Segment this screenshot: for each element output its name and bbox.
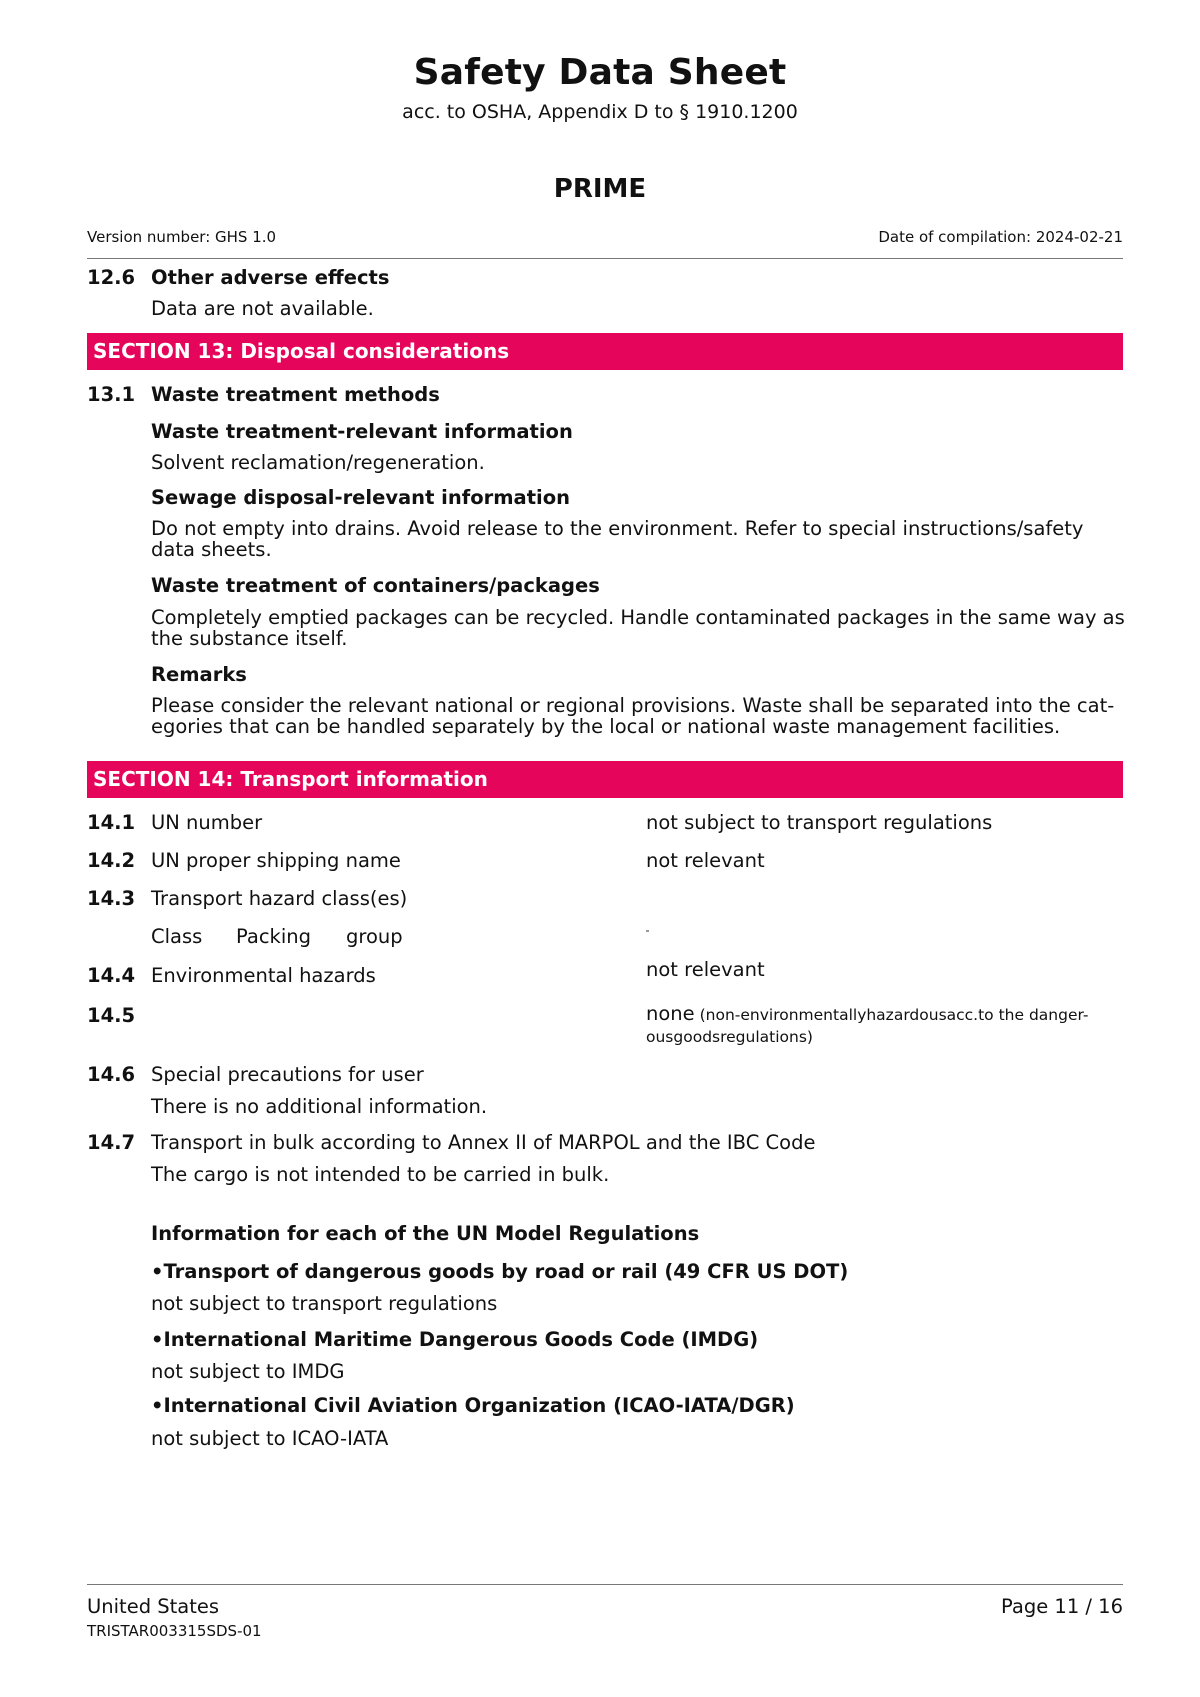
regulation-text: not subject to transport regulations	[151, 1292, 498, 1315]
packing-label: Packing	[236, 925, 312, 948]
subsection-text: Data are not available.	[151, 297, 374, 320]
compilation-date: Date of compilation: 2024-02-21	[878, 228, 1123, 246]
class-label: Class	[151, 925, 203, 948]
document-title: Safety Data Sheet	[413, 52, 787, 93]
section-number: 14.3	[87, 887, 136, 910]
regulation-heading: •Transport of dangerous goods by road or rail (49 CFR US DOT)	[151, 1260, 849, 1283]
section-number: 14.7	[87, 1131, 136, 1154]
section-number: 12.6	[87, 266, 136, 289]
group-label: group	[346, 925, 403, 948]
header-divider	[87, 258, 1123, 259]
transport-value	[646, 1003, 1106, 1048]
section-number: 14.6	[87, 1063, 136, 1086]
special-precautions-heading: Special precautions for user	[151, 1063, 424, 1086]
section-number: 14.4	[87, 964, 136, 987]
transport-value: not relevant	[646, 958, 765, 981]
section-number: 14.1	[87, 811, 136, 834]
document-code: TRISTAR003315SDS-01	[87, 1622, 262, 1640]
sewage-disposal-text: Do not empty into drains. Avoid release to the environment. Refer to special instructions/safety data sheets.	[151, 517, 1084, 561]
document-subtitle: acc. to OSHA, Appendix D to § 1910.1200	[402, 101, 798, 123]
section-number: 14.2	[87, 849, 136, 872]
regulation-text: not subject to IMDG	[151, 1360, 345, 1383]
section-14-header: SECTION 14: Transport information	[87, 761, 1123, 798]
waste-treatment-text: Solvent reclamation/regeneration.	[151, 451, 485, 474]
waste-treatment-heading: Waste treatment-relevant information	[151, 420, 573, 443]
bulk-transport-text: The cargo is not intended to be carried in bulk.	[151, 1163, 610, 1186]
subsection-heading: Other adverse effects	[151, 266, 390, 289]
transport-label: Transport hazard class(es)	[151, 887, 408, 910]
section-number: 14.5	[87, 1004, 136, 1027]
footer-country: United States	[87, 1595, 220, 1618]
section-number: 13.1	[87, 383, 136, 406]
transport-value: not subject to transport regulations	[646, 811, 993, 834]
containers-text: Completely emptied packages can be recycled. Handle contaminated packages in the same way as the substance itself.	[151, 606, 1125, 650]
transport-label: UN proper shipping name	[151, 849, 401, 872]
transport-value: not relevant	[646, 849, 765, 872]
regulation-heading: •International Civil Aviation Organization (ICAO-IATA/DGR)	[151, 1394, 795, 1417]
un-model-regulations-heading: Information for each of the UN Model Regulations	[151, 1222, 700, 1245]
remarks-heading: Remarks	[151, 663, 247, 686]
regulation-heading: •International Maritime Dangerous Goods Code (IMDG)	[151, 1328, 759, 1351]
class-packing-group-row	[151, 925, 403, 948]
special-precautions-text: There is no additional information.	[151, 1095, 488, 1118]
none-note: (non-environmentallyhazardousacc.to the danger-ousgoodsregulations)	[646, 1006, 1089, 1046]
dash-mark	[646, 930, 649, 932]
page-number: Page 11 / 16	[1001, 1595, 1123, 1618]
sewage-disposal-heading: Sewage disposal-relevant information	[151, 486, 571, 509]
transport-label: UN number	[151, 811, 263, 834]
version-number: Version number: GHS 1.0	[87, 228, 277, 246]
section-13-header: SECTION 13: Disposal considerations	[87, 333, 1123, 370]
subsection-heading: Waste treatment methods	[151, 383, 440, 406]
product-name: PRIME	[553, 174, 647, 204]
regulation-text: not subject to ICAO-IATA	[151, 1427, 389, 1450]
bulk-transport-heading: Transport in bulk according to Annex II of MARPOL and the IBC Code	[151, 1131, 816, 1154]
none-value: none	[646, 1002, 695, 1025]
containers-heading: Waste treatment of containers/packages	[151, 574, 600, 597]
remarks-text: Please consider the relevant national or regional provisions. Waste shall be separated into the cat-egories that can be handled separately by the local or national waste management facilities.	[151, 694, 1115, 738]
transport-label: Environmental hazards	[151, 964, 376, 987]
footer-divider	[87, 1584, 1123, 1585]
